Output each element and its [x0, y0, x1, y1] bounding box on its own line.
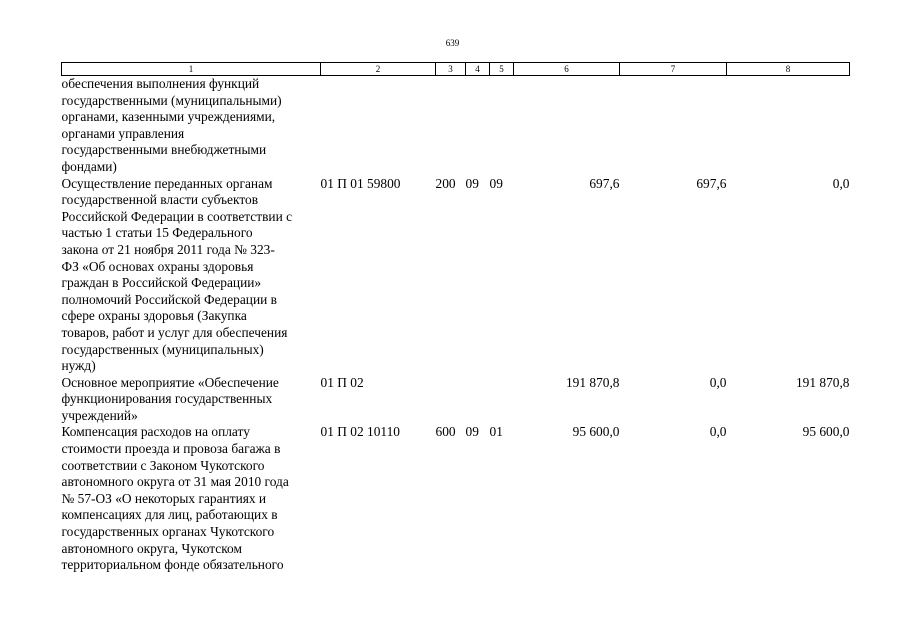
- description-line: государственных (муниципальных): [61, 341, 264, 357]
- federal-amount: [620, 76, 727, 176]
- expense-type-code: [436, 375, 466, 425]
- description-line: полномочий Российской Федерации в: [61, 291, 277, 307]
- column-header: 3: [436, 63, 466, 76]
- row-description: [62, 375, 321, 425]
- description-line: нужд): [61, 358, 96, 374]
- expense-type-code: 200: [435, 175, 456, 191]
- description-line: территориальном фонде обязательного: [61, 557, 284, 573]
- total-amount: 191 870,8: [565, 374, 620, 390]
- description-line: ФЗ «Об основах охраны здоровья: [61, 258, 254, 274]
- description-line: учреждений»: [61, 407, 138, 423]
- description-line: обеспечения выполнения функций: [61, 76, 260, 91]
- description-line: государственными (муниципальными): [61, 92, 282, 108]
- description-line: № 57-ОЗ «О некоторых гарантиях и: [61, 490, 267, 506]
- total-amount: [514, 76, 620, 176]
- description-line: государственными внебюджетными: [61, 142, 267, 158]
- table-row: [62, 76, 850, 176]
- column-header: 2: [321, 63, 436, 76]
- regional-amount: 191 870,8: [795, 374, 850, 390]
- total-amount: 697,6: [589, 175, 620, 191]
- section-code: 09: [465, 424, 479, 440]
- expense-type-code: [436, 76, 466, 176]
- description-line: товаров, работ и услуг для обеспечения: [61, 324, 288, 340]
- column-header: 6: [514, 63, 620, 76]
- table-row: [62, 424, 850, 573]
- description-line: закона от 21 ноября 2011 года № 323-: [61, 241, 275, 257]
- federal-amount: 0,0: [709, 424, 727, 440]
- description-line: Российской Федерации в соответствии с: [61, 208, 293, 224]
- subsection-code: [490, 76, 514, 176]
- column-header: 1: [62, 63, 321, 76]
- description-line: стоимости проезда и провоза багажа в: [61, 441, 281, 457]
- section-code: [466, 375, 490, 425]
- page-number: 639: [445, 38, 460, 48]
- total-amount: 95 600,0: [572, 424, 620, 440]
- table-body: [62, 76, 850, 574]
- column-header: 4: [466, 63, 490, 76]
- row-description: [62, 176, 321, 375]
- federal-amount: 0,0: [709, 374, 727, 390]
- subsection-code: [490, 375, 514, 425]
- description-line: соответствии с Законом Чукотского: [61, 457, 265, 473]
- description-line: Основное мероприятие «Обеспечение: [61, 374, 279, 390]
- section-code: [466, 76, 490, 176]
- table-row: [62, 375, 850, 425]
- table-row: [62, 176, 850, 375]
- regional-amount: 0,0: [832, 175, 850, 191]
- target-article-code: 01 П 02 10110: [320, 424, 400, 440]
- regional-amount: [727, 76, 850, 176]
- description-line: автономного округа, Чукотском: [61, 540, 242, 556]
- expense-type-code: 600: [435, 424, 456, 440]
- description-line: Компенсация расходов на оплату: [61, 424, 250, 440]
- row-description: [62, 424, 321, 573]
- description-line: государственной власти субъектов: [61, 192, 259, 208]
- description-line: компенсациях для лиц, работающих в: [61, 507, 278, 523]
- description-line: граждан в Российской Федерации»: [61, 275, 262, 291]
- column-header: 5: [490, 63, 514, 76]
- subsection-code: 01: [489, 424, 503, 440]
- target-article-code: 01 П 01 59800: [320, 175, 401, 191]
- description-line: автономного округа от 31 мая 2010 года: [61, 474, 289, 490]
- description-line: государственных органах Чукотского: [61, 524, 275, 540]
- description-line: фондами): [61, 158, 117, 174]
- subsection-code: 09: [489, 175, 503, 191]
- federal-amount: 697,6: [696, 175, 727, 191]
- description-line: органами управления: [61, 125, 185, 141]
- description-line: органами, казенными учреждениями,: [61, 109, 276, 125]
- description-line: частью 1 статьи 15 Федерального: [61, 225, 253, 241]
- description-line: функционирования государственных: [61, 391, 273, 407]
- target-article-code: 01 П 02: [320, 374, 364, 390]
- column-number-row: [62, 63, 850, 76]
- column-header: 8: [727, 63, 850, 76]
- budget-table: [61, 62, 850, 574]
- description-line: сфере охраны здоровья (Закупка: [61, 308, 247, 324]
- target-article-code: [321, 76, 436, 176]
- row-description: [62, 76, 321, 176]
- regional-amount: 95 600,0: [802, 424, 850, 440]
- description-line: Осуществление переданных органам: [61, 175, 273, 191]
- section-code: 09: [465, 175, 479, 191]
- column-header: 7: [620, 63, 727, 76]
